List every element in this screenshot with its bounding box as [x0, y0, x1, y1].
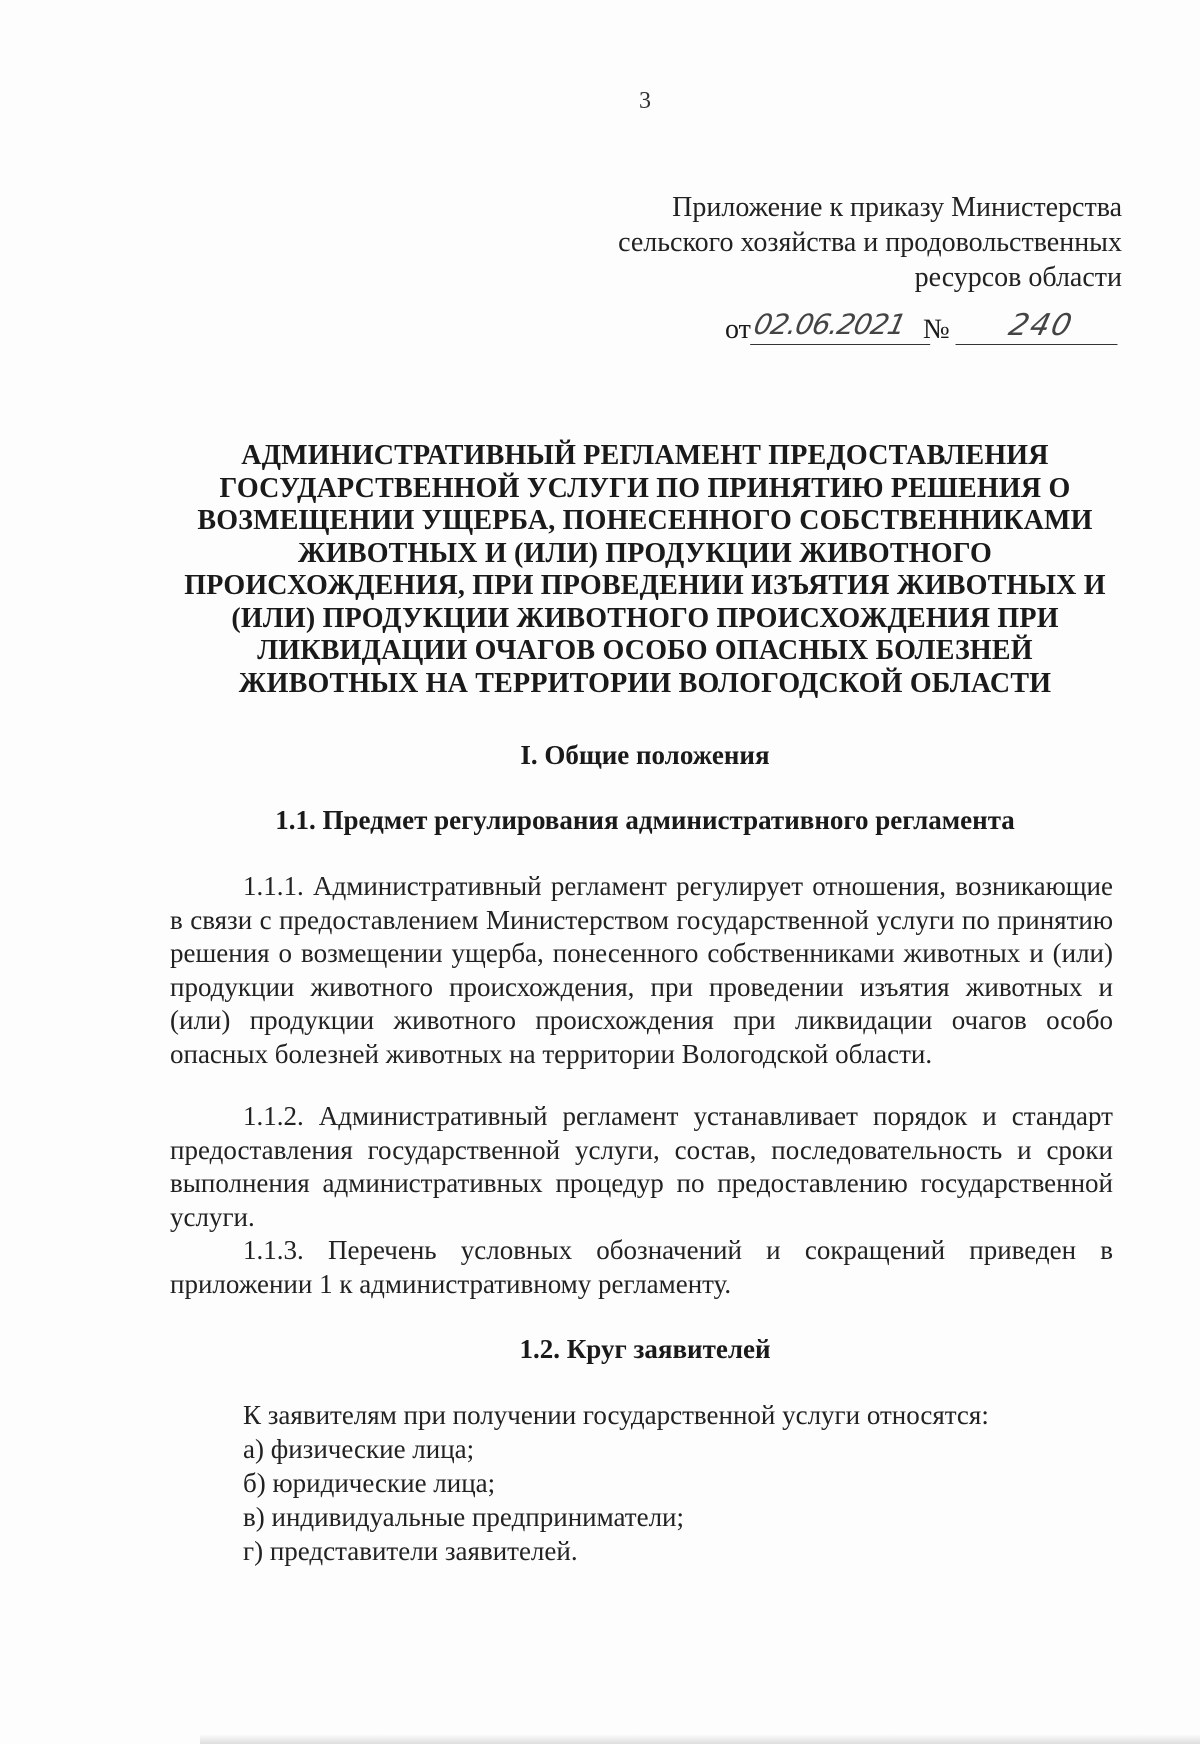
order-from-label: от [725, 314, 751, 345]
page-number: 3 [639, 88, 651, 114]
appendix-line: ресурсов области [914, 262, 1122, 293]
list-intro: К заявителям при получении государственной услуги относятся: [243, 1400, 989, 1430]
document-title: АДМИНИСТРАТИВНЫЙ РЕГЛАМЕНТ ПРЕДОСТАВЛЕНИЯ ГОСУДАРСТВЕННОЙ УСЛУГИ ПО ПРИНЯТИЮ РЕШЕНИЯ О ВОЗМЕЩЕНИИ УЩЕРБА, ПОНЕСЕННОГО СОБСТВЕННИКАМИ ЖИВОТНЫХ И (ИЛИ) ПРОДУКЦИИ ЖИВОТНОГО ПРОИСХОЖДЕНИЯ, ПРИ ПРОВЕДЕНИИ ИЗЪЯТИЯ ЖИВОТНЫХ И (ИЛИ) ПРОДУКЦИИ ЖИВОТНОГО ПРОИСХОЖДЕНИЯ ПРИ ЛИКВИДАЦИИ ОЧАГОВ ОСОБО ОПАСНЫХ БОЛЕЗНЕЙ ЖИВОТНЫХ НА ТЕРРИТОРИИ ВОЛОГОДСКОЙ ОБЛАСТИ [184, 440, 1106, 699]
order-reference [562, 308, 1122, 352]
applicants-list [243, 1398, 1113, 1568]
paragraph-1-1-3: 1.1.3. Перечень условных обозначений и сокращений приведен в приложении 1 к административному регламенту. [170, 1235, 1113, 1299]
paragraph-1-1-1: 1.1.1. Административный регламент регулирует отношения, возникающие в связи с предоставлением Министерством государственной услуги по принятию решения о возмещении ущерба, понесенного собственниками животных и (или) продукции животного происхождения, при проведении изъятия животных и (или) продукции животного происхождения при ликвидации очагов особо опасных болезней животных на территории Вологодской области. [170, 871, 1113, 1069]
order-number-handwritten: 240 [955, 308, 1126, 345]
appendix-line: Приложение к приказу Министерства [672, 192, 1122, 223]
list-item: в) индивидуальные предприниматели; [243, 1502, 684, 1532]
list-item: а) физические лица; [243, 1434, 475, 1464]
order-number-label: № [923, 314, 950, 345]
list-item: б) юридические лица; [243, 1468, 496, 1498]
subsection-heading: 1.1. Предмет регулирования административного регламента [275, 805, 1015, 835]
subsection-heading: 1.2. Круг заявителей [519, 1334, 771, 1364]
list-item: г) представители заявителей. [243, 1536, 578, 1566]
scan-shadow [200, 1734, 1200, 1744]
section-heading: I. Общие положения [520, 740, 770, 770]
appendix-header [562, 190, 1122, 295]
appendix-line: сельского хозяйства и продовольственных [618, 227, 1122, 258]
order-date-handwritten: 02.06.2021 [750, 308, 938, 345]
paragraph-1-1-2: 1.1.2. Административный регламент устанавливает порядок и стандарт предоставления государственной услуги, состав, последовательность и сроки выполнения административных процедур по предоставлению государственной услуги. [170, 1101, 1113, 1232]
